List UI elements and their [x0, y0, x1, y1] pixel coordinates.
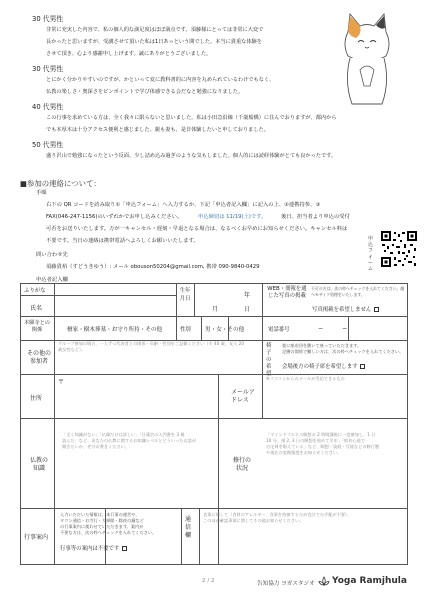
- event-label: 行事案内: [24, 534, 49, 541]
- inquiry-label: 問い合わせ先: [36, 252, 68, 258]
- buddhism-note-line: 「全く知識がない」「仏像だけは詳しい」「日蓮宗の入門書を 3 冊: [62, 432, 185, 437]
- mail-note: ※パソコンからのメールが受信できるもの: [266, 376, 345, 381]
- event-note-line: 不要な方は、次の枠へチェックを入れてください。: [60, 530, 157, 535]
- practice-label: 修行の状況: [232, 457, 251, 472]
- deadline-text: 申込締切は 11/19(土)です。: [198, 214, 267, 220]
- web-checkbox[interactable]: [374, 307, 379, 312]
- testimonial-line: この行事を求めている方は、全く我々に限らないと思いました。私は小田急沿線（千歳船橋）に住んでおりますが、都内から: [46, 115, 337, 121]
- gender-options[interactable]: 男・女・その他: [205, 327, 245, 333]
- notes-note-line: 食事に関して（食材のアレルギー、食事を持参するため会計での手配が不要）、: [203, 512, 352, 517]
- steps-line: 後日、担当者より申込の受付: [281, 214, 350, 220]
- testimonial-line: 仏教の楽しさ・奥深さをピンポイントで学び体感できる会だなと勉強になりました。: [46, 89, 244, 95]
- qr-code[interactable]: [380, 230, 418, 268]
- testimonial-age: 50 代男性: [32, 141, 64, 149]
- phone-label: 電話番号: [268, 327, 290, 333]
- buddhism-note-line: 聞きたいか、ぜひお書きください。: [62, 444, 130, 449]
- companion-note: グループ参加の場合、一人ずつ代表者との関係・年齢・性別をご記載ください（夫 40 歳、友人 20 歳女性など）。: [58, 341, 245, 352]
- practice-note-line: や現在の実践頻度をお知らせください。: [266, 450, 342, 455]
- phone-input[interactable]: − −: [318, 325, 348, 332]
- testimonial-age: 30 代男性: [32, 65, 64, 73]
- event-check-label: 行事等の案内は不要です: [60, 546, 120, 552]
- practice-input[interactable]: [262, 458, 406, 506]
- chair-label: 椅子の希望: [266, 343, 272, 377]
- qr-label: 申込フォーム: [368, 236, 374, 272]
- address-label: 住所: [30, 395, 43, 402]
- event-note-line: タウン通信・お寺行・大掃除・除夜の鐘など: [60, 518, 144, 523]
- buddhism-input[interactable]: [58, 452, 214, 506]
- postal-mark: 〒: [58, 379, 65, 386]
- web-note: 不可の方は、次の枠へチェックを入れてください。顔へモザイク処理をいたします。: [311, 286, 405, 297]
- furigana-label: ふりがな: [24, 288, 46, 294]
- mail-input[interactable]: [266, 384, 406, 416]
- web-label: WEB・冊報を通じた写真の掲載: [267, 286, 307, 299]
- testimonial-line: 長かったと思いますが、受講させて頂いた私は1日あっという間でした。本当に貴重な体験を: [46, 39, 262, 45]
- brand-logo: Yoga Ramjhula: [332, 576, 407, 586]
- page-number: 2 / 2: [202, 578, 215, 584]
- testimonial-line: とにかく分かりやすいのですが、かといって変に教科書的に内容を丸められているわけでもなく、: [46, 77, 275, 83]
- cat-illustration: [336, 10, 398, 110]
- inquiry-line: 須藤貴裕（すどうきゆう）: メール obouson50204@gmail.com, 携帯 090-9840-0429: [46, 264, 260, 270]
- cooperation-label: 告知協力 ヨガスタジオ: [257, 581, 315, 587]
- steps-line: FAX(046-247-1156)のいずれかでお申し込みください。: [46, 214, 183, 220]
- name-label: 氏名: [30, 305, 43, 312]
- practice-note-line: 自宅周を唱えている」など、瞑想・読経・写経などの修行歴: [266, 444, 380, 449]
- testimonial-age: 40 代男性: [32, 103, 64, 111]
- notes-input[interactable]: [203, 526, 405, 563]
- event-note-line: 入力いただいた情報は、本行事の運営や、: [60, 512, 140, 517]
- buddhism-note-line: 読んだ」など、あなたの仏教に関するお知識レベルとどういったお話が: [62, 438, 197, 443]
- event-note-line: の行事案内に使わせていただきます。案内が: [60, 524, 144, 529]
- web-check-row: [312, 305, 379, 313]
- dob-month-label: 月: [212, 306, 219, 313]
- chair-check-label: 会場後方の椅子席を希望します: [282, 364, 358, 370]
- testimonial-line: 盛り沢山で勉強になったという反面、少し詰め込み過ぎのような気もしました。個人的には読経体験がとても良かったです。: [46, 153, 337, 159]
- chair-note-2: 足腰の関係で難しい方は、次の枠へチェックを入れてください。: [282, 349, 404, 354]
- web-check-label: 写真掲載を希望しません: [312, 307, 372, 313]
- companion-input[interactable]: [58, 355, 258, 372]
- name-input[interactable]: [58, 298, 174, 314]
- steps-line: 右下の QR コードを読み取り①「申込フォーム」へ入力するか、下記「申込者記入欄」に記入の上、②連携持参、③: [46, 202, 321, 208]
- form-title: 申込者記入欄: [36, 277, 68, 283]
- testimonial-line: 非常に充実した内容で、私の個人的な満足度はほぼ満点です。須藤様にとっては非常に大変で: [46, 27, 264, 33]
- chair-note-1: 畳に座布団を敷いて座っていただきます。: [282, 343, 362, 348]
- dob-day-label: 日: [244, 306, 251, 313]
- dob-year-label: 年: [244, 292, 251, 299]
- buddhism-label: 仏教の知識: [29, 457, 48, 472]
- relation-options[interactable]: 檀家・樹木葬墓・お守り所持・その他: [67, 327, 163, 333]
- mail-label: メールアドレス: [231, 389, 255, 404]
- event-check-row: [60, 544, 127, 552]
- chair-check-row: [282, 362, 365, 370]
- gender-label: 性別: [180, 327, 191, 333]
- address-input[interactable]: [66, 377, 216, 417]
- furigana-input[interactable]: [58, 286, 174, 294]
- notes-note-line: このほか確認事項に関してその他お知らせください。: [203, 518, 304, 523]
- event-checkbox[interactable]: [122, 546, 127, 551]
- testimonial-line: でも本厚木は十分アクセス便利と感じました。親も妻も、是非体験したいと申しておりました。: [46, 127, 269, 133]
- relation-label: 本願寺との関係: [24, 320, 50, 333]
- practice-note-line: 「マインドフルネス瞑想の 2 時間講座に一度参加し、1 日: [266, 432, 376, 437]
- steps-line: 不要です。当日の連絡は携帯電話へよろしくお願いいたします。: [46, 238, 199, 244]
- companion-label: その他の参加者: [26, 350, 51, 365]
- chair-checkbox[interactable]: [360, 364, 365, 369]
- notes-label: 通信欄: [185, 516, 192, 539]
- testimonial-line: させて頂き、心より感謝申し上げます。誠にありがとうございました。: [46, 51, 212, 57]
- practice-note-line: 10 分、週 2, 3 日の瞑想を始めて半年」「般若心経で: [266, 438, 365, 443]
- lotus-icon: [318, 576, 330, 588]
- dob-label: 生年月日: [179, 288, 191, 302]
- testimonial-age: 30 代男性: [32, 15, 64, 23]
- steps-label: 手順: [36, 190, 47, 196]
- steps-line: 可否をお送りいたします。万が一キャンセル・遅刻・早退となる場合は、なるべくお早めにお知らせください。キャンセル料は: [46, 226, 348, 232]
- contact-heading: ■参加の連絡について：: [20, 179, 101, 188]
